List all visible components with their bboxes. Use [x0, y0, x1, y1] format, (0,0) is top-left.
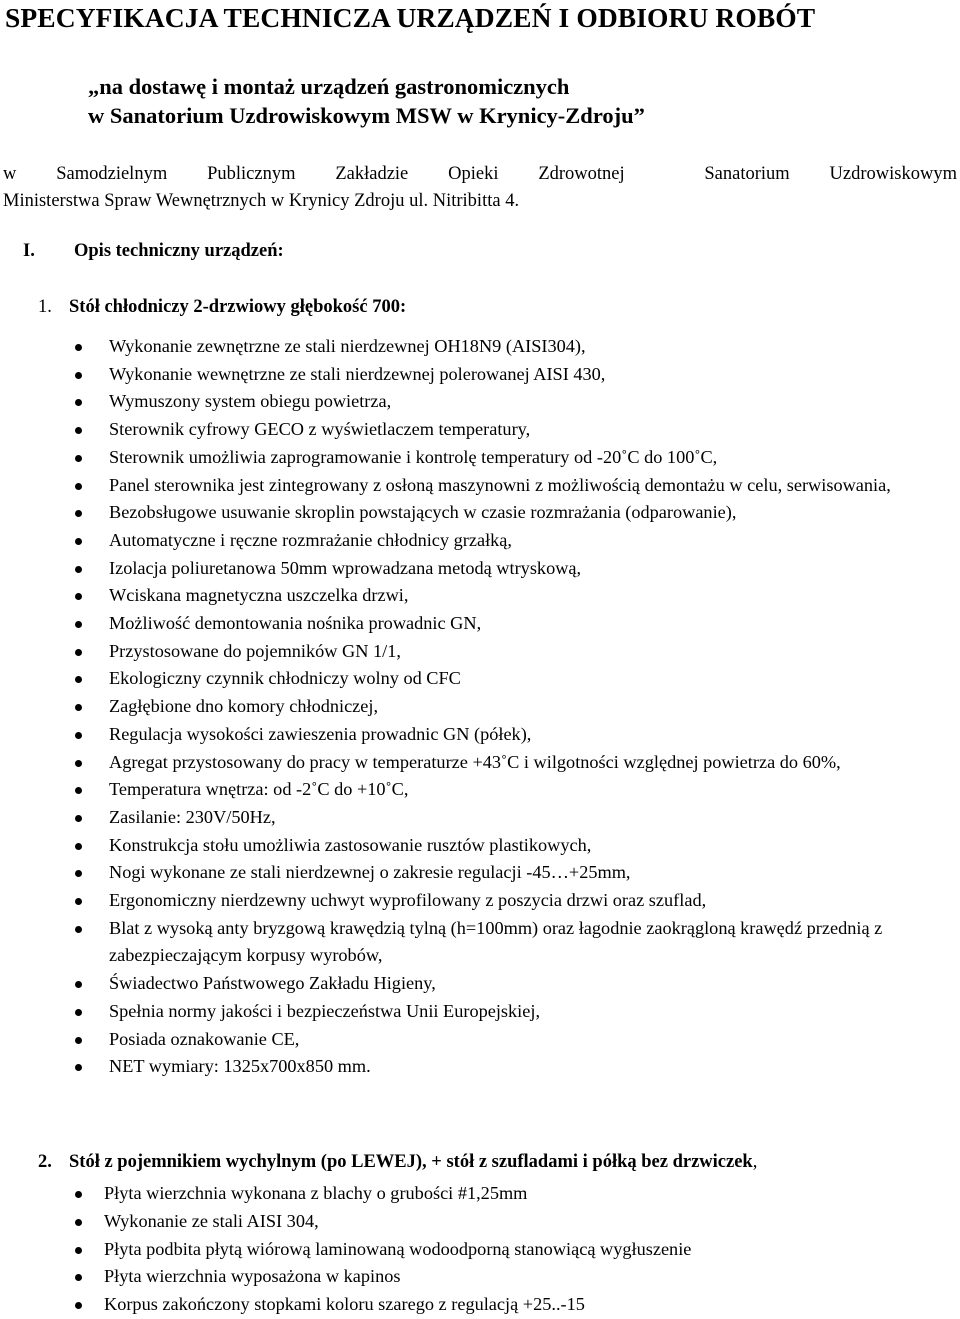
bullet-icon: [75, 760, 82, 767]
list-item-text: Blat z wysoką anty bryzgową krawędzią tylną (h=100mm) oraz łagodnie zaokrągloną krawędź przednią z zabezpieczającym korpusy wyrobów,: [109, 917, 883, 966]
list-item: [0, 388, 955, 416]
intro-word: Opieki: [448, 164, 499, 184]
list-item-text: Wciskana magnetyczna uszczelka drzwi,: [109, 585, 409, 606]
intro-word: w: [3, 164, 17, 184]
list-item-text: Agregat przystosowany do pracy w temperaturze +43˚C i wilgotności względnej powietrza do 60%,: [109, 751, 841, 772]
list-item: [0, 1180, 955, 1208]
list-item: [0, 859, 955, 887]
list-item: [0, 638, 955, 666]
list-item-text: Płyta podbita płytą wiórową laminowaną wodoodporną stanowiącą wygłuszenie: [104, 1238, 692, 1259]
document-subtitle: [88, 72, 645, 130]
intro-word: Publicznym: [207, 164, 296, 184]
intro-word: Sanatorium: [704, 164, 790, 184]
intro-word: Uzdrowiskowym: [829, 164, 957, 184]
list-item-text: Regulacja wysokości zawieszenia prowadnic GN (półek),: [109, 723, 532, 744]
bullet-icon: [75, 1219, 82, 1226]
list-item-text: Spełnia normy jakości i bezpieczeństwa Unii Europejskiej,: [109, 1000, 541, 1021]
list-item: [0, 1026, 955, 1054]
bullet-icon: [75, 1037, 82, 1044]
item-1-spec-list: [0, 333, 955, 1081]
list-item: [0, 1291, 955, 1319]
list-item: [0, 444, 955, 472]
list-item: [0, 1263, 955, 1291]
list-item: [0, 610, 955, 638]
section-number: I.: [23, 241, 35, 261]
item-2-title: Stół z pojemnikiem wychylnym (po LEWEJ), + stół z szufladami i półką bez drzwiczek: [69, 1152, 753, 1172]
bullet-icon: [75, 732, 82, 739]
list-item: [0, 1053, 955, 1081]
item-2-number: 2.: [38, 1152, 52, 1172]
list-item: [0, 693, 955, 721]
bullet-icon: [75, 621, 82, 628]
item-2-title-tail: ,: [752, 1152, 758, 1172]
intro-line-2: Ministerstwa Spraw Wewnętrznych w Krynicy Zdroju ul. Nitribitta 4.: [3, 191, 520, 211]
list-item: [0, 333, 955, 361]
list-item-text: Wykonanie zewnętrzne ze stali nierdzewnej OH18N9 (AISI304),: [109, 336, 586, 356]
intro-word: Zakładzie: [335, 164, 409, 184]
list-item-text: Automatyczne i ręczne rozmrażanie chłodnicy grzałką,: [109, 529, 512, 550]
bullet-icon: [75, 815, 82, 822]
subtitle-line-2: w Sanatorium Uzdrowiskowym MSW w Krynicy-Zdroju”: [88, 103, 645, 128]
list-item-text: Posiada oznakowanie CE,: [109, 1028, 300, 1049]
bullet-icon: [75, 649, 82, 656]
list-item: [0, 804, 955, 832]
item-1-number: 1.: [38, 297, 52, 317]
bullet-icon: [75, 898, 82, 905]
list-item-text: Izolacja poliuretanowa 50mm wprowadzana metodą wtryskową,: [109, 557, 582, 578]
bullet-icon: [75, 1247, 82, 1254]
bullet-icon: [75, 981, 82, 988]
intro-word: Samodzielnym: [56, 164, 168, 184]
section-heading: [23, 241, 284, 262]
list-item-text: Świadectwo Państwowego Zakładu Higieny,: [109, 973, 436, 994]
list-item: [0, 970, 955, 998]
list-item: [0, 998, 955, 1026]
list-item-text: Przystosowane do pojemników GN 1/1,: [109, 640, 401, 661]
bullet-icon: [75, 510, 82, 517]
list-item-text: Nogi wykonane ze stali nierdzewnej o zakresie regulacji -45…+25mm,: [109, 862, 631, 883]
bullet-icon: [75, 399, 82, 406]
list-item: [0, 832, 955, 860]
list-item-text: Wymuszony system obiegu powietrza,: [109, 391, 392, 412]
list-item-text: Płyta wierzchnia wyposażona w kapinos: [104, 1266, 401, 1287]
intro-paragraph: [3, 161, 957, 215]
list-item: [0, 361, 955, 389]
list-item: [0, 499, 955, 527]
list-item: [0, 1236, 955, 1264]
list-item: [0, 582, 955, 610]
bullet-icon: [75, 704, 82, 711]
list-item: [0, 416, 955, 444]
bullet-icon: [75, 1191, 82, 1198]
subtitle-line-1: „na dostawę i montaż urządzeń gastronomicznych: [88, 74, 570, 99]
bullet-icon: [75, 483, 82, 490]
list-item-text: Sterownik umożliwia zaprogramowanie i kontrolę temperatury od -20˚C do 100˚C,: [109, 446, 718, 467]
list-item-text: Możliwość demontowania nośnika prowadnic GN,: [109, 613, 482, 634]
list-item-text: Zagłębione dno komory chłodniczej,: [109, 696, 379, 717]
list-item-text: Ergonomiczny nierdzewny uchwyt wyprofilowany z poszycia drzwi oraz szuflad,: [109, 890, 707, 911]
intro-word: Zdrowotnej: [538, 164, 625, 184]
bullet-icon: [75, 1274, 82, 1281]
bullet-icon: [75, 676, 82, 683]
list-item: [0, 776, 955, 804]
bullet-icon: [75, 843, 82, 850]
item-1-title: Stół chłodniczy 2-drzwiowy głębokość 700:: [69, 297, 407, 317]
list-item-text: Korpus zakończony stopkami koloru szarego z regulacją +25..-15: [104, 1294, 585, 1315]
bullet-icon: [75, 926, 82, 933]
bullet-icon: [75, 1009, 82, 1016]
list-item-text: Ekologiczny czynnik chłodniczy wolny od CFC: [109, 668, 461, 689]
bullet-icon: [75, 344, 82, 351]
list-item-text: Sterownik cyfrowy GECO z wyświetlaczem temperatury,: [109, 419, 531, 440]
bullet-icon: [75, 566, 82, 573]
list-item-text: Bezobsługowe usuwanie skroplin powstających w czasie rozmrażania (odparowanie),: [109, 502, 737, 523]
section-title: Opis techniczny urządzeń:: [74, 241, 284, 261]
item-2-heading: [38, 1152, 757, 1173]
intro-line-1: [3, 161, 957, 188]
list-item: [0, 749, 955, 777]
bullet-icon: [75, 870, 82, 877]
list-item: [0, 887, 955, 915]
bullet-icon: [75, 1064, 82, 1071]
bullet-icon: [75, 427, 82, 434]
bullet-icon: [75, 372, 82, 379]
list-item: [0, 527, 955, 555]
list-item: [0, 1208, 955, 1236]
list-item-text: Wykonanie wewnętrzne ze stali nierdzewnej polerowanej AISI 430,: [109, 363, 606, 384]
list-item: [0, 915, 955, 970]
list-item: [0, 555, 955, 583]
item-2-spec-list: [0, 1180, 955, 1319]
list-item-text: Temperatura wnętrza: od -2˚C do +10˚C,: [109, 779, 409, 800]
list-item-text: Płyta wierzchnia wykonana z blachy o grubości #1,25mm: [104, 1183, 528, 1203]
list-item-text: Zasilanie: 230V/50Hz,: [109, 806, 276, 827]
list-item-text: Wykonanie ze stali AISI 304,: [104, 1210, 319, 1231]
bullet-icon: [75, 1302, 82, 1309]
document-title: SPECYFIKACJA TECHNICZA URZĄDZEŃ I ODBIORU ROBÓT: [5, 2, 816, 33]
item-1-heading: [38, 297, 406, 318]
bullet-icon: [75, 593, 82, 600]
list-item-text: NET wymiary: 1325x700x850 mm.: [109, 1056, 371, 1077]
bullet-icon: [75, 787, 82, 794]
list-item-text: Panel sterownika jest zintegrowany z osłoną maszynowni z możliwością demontażu w celu, serwisowania,: [109, 474, 891, 495]
list-item: [0, 721, 955, 749]
bullet-icon: [75, 538, 82, 545]
list-item: [0, 472, 955, 500]
list-item: [0, 665, 955, 693]
bullet-icon: [75, 455, 82, 462]
list-item-text: Konstrukcja stołu umożliwia zastosowanie rusztów plastikowych,: [109, 834, 592, 855]
